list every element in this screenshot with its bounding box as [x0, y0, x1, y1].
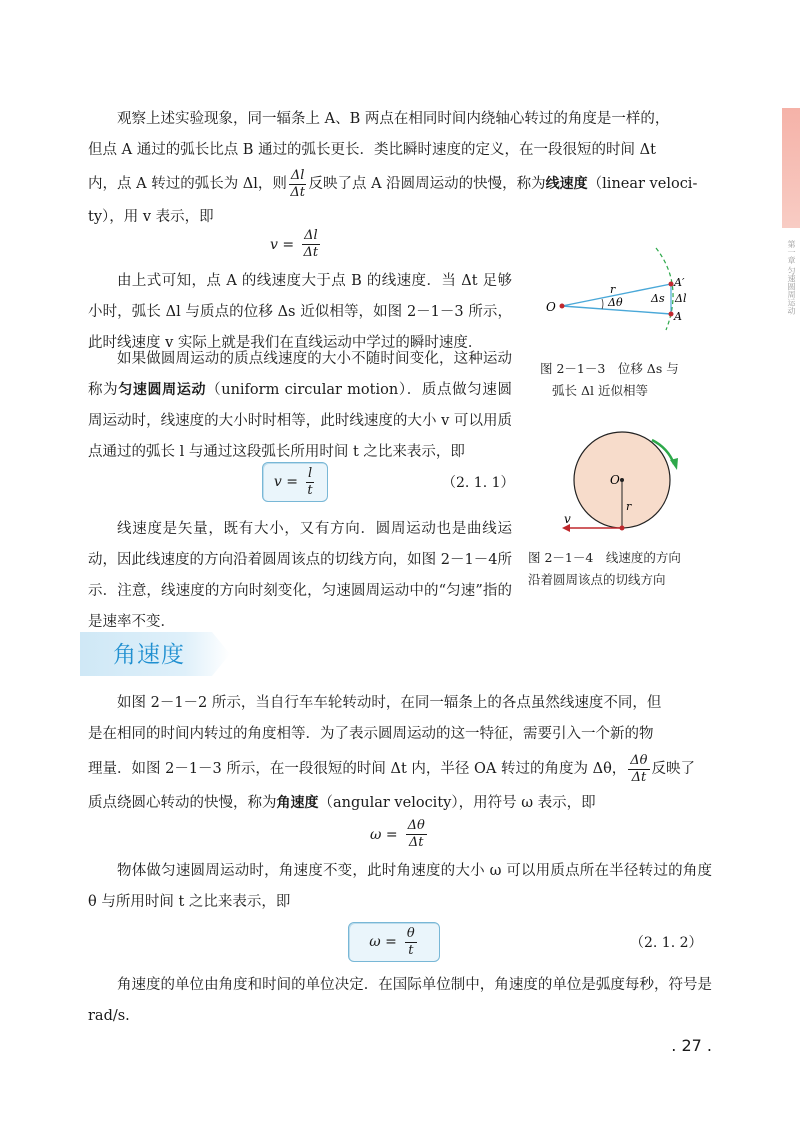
- para3-text: [88, 344, 512, 468]
- eq-den: Δt: [303, 245, 319, 260]
- equation-number-2-1-2: （2. 1. 2）: [630, 935, 703, 951]
- frac-den: Δt: [631, 769, 647, 785]
- para1-line3: [88, 166, 712, 202]
- fig213-caption-line1: 图 2－1－3 位移 Δs 与: [540, 361, 679, 376]
- para1-line3-c: （linear veloci-: [587, 176, 698, 192]
- eq2-formula: [369, 926, 418, 959]
- para1-line3-b: 反映了点 A 沿圆周运动的快慢，称为: [308, 176, 546, 192]
- chapter-label: 第一章: [787, 240, 796, 264]
- label-a1: A′: [674, 276, 685, 289]
- equation-angular-velocity-def: [370, 818, 429, 851]
- para5-line3-b: 反映了: [651, 761, 696, 777]
- eq-fraction: [406, 818, 427, 851]
- label-a: A: [674, 310, 682, 323]
- caption-figure-2-1-4: [528, 547, 718, 591]
- label-o: O: [610, 473, 620, 487]
- paragraph-uniform-circular-motion: [88, 344, 512, 468]
- para5-line3: [88, 750, 712, 788]
- label-theta: Δθ: [608, 296, 623, 309]
- eq-num: Δθ: [407, 818, 425, 833]
- para4-text: 线速度是矢量，既有大小，又有方向．圆周运动也是曲线运动，因此线速度的方向沿着圆周该点的切线方向，如图 2－1－4所示．注意，线速度的方向时刻变化，匀速圆周运动中的“匀速”指的是速率不变．: [88, 521, 512, 630]
- chapter-subtitle: 匀速圆周运动: [787, 266, 796, 315]
- label-r: r: [626, 500, 632, 513]
- center-point: [560, 304, 565, 309]
- paragraph-angular-velocity-intro: [88, 688, 712, 819]
- para3-b: （uniform circular motion）．质点做匀速圆周运动时，线速度的大小时时相等，此时线速度的大小 v 可以用质点通过的弧长 l 与通过这段弧长所用时间 t 之比来表示，即: [88, 382, 513, 460]
- para5-line4-b: （angular velocity），用符号 ω 表示，即: [318, 795, 596, 811]
- para2-text: 由上式可知，点 A 的线速度大于点 B 的线速度．当 Δt 足够小时，弧长 Δl 与质点的位移 Δs 近似相等，如图 2－1－3 所示，此时线速度 v 实际上就是我们在直线运动中学过的瞬时速度．: [88, 273, 512, 351]
- fig213-caption-line2: 弧长 Δl 近似相等: [552, 383, 648, 398]
- eq1-fraction: [306, 466, 314, 499]
- rotation-arrowhead: [670, 458, 678, 470]
- eq2-lhs: ω =: [369, 934, 397, 950]
- caption-figure-2-1-3: [540, 358, 710, 402]
- angle-arc: [602, 299, 603, 309]
- eq-num: Δl: [304, 228, 318, 243]
- para5-line4: [88, 788, 712, 819]
- para6-text: 物体做匀速圆周运动时，角速度不变，此时角速度的大小 ω 可以用质点所在半径转过的角度 θ 与所用时间 t 之比来表示，即: [88, 863, 712, 910]
- paragraph-linear-velocity-intro: [88, 104, 712, 233]
- label-dl: Δl: [675, 292, 687, 305]
- para1-line2: 但点 A 通过的弧长比点 B 通过的弧长更长．类比瞬时速度的定义，在一段很短的时间 Δt: [88, 142, 656, 158]
- equation-linear-velocity-def: [270, 228, 322, 261]
- chapter-side-label: [785, 240, 797, 340]
- label-o: O: [546, 300, 556, 314]
- equation-number-2-1-1: （2. 1. 1）: [442, 475, 515, 491]
- fig214-caption-line2: 沿着圆周该点的切线方向: [528, 572, 666, 587]
- para1-line4: ty），用 v 表示，即: [88, 209, 214, 225]
- para5-line4-a: 质点绕圆心转动的快慢，称为: [88, 795, 277, 811]
- section-title-angular-velocity: 角速度: [113, 642, 185, 668]
- para3-a: 如果做圆周运动的质点线速度的大小不随时间变化，这种运动称为: [88, 351, 512, 398]
- eq1-den: t: [307, 482, 313, 498]
- eq2-den: t: [408, 942, 414, 958]
- wheel-center: [620, 478, 624, 482]
- eq1-lhs: v =: [273, 474, 298, 490]
- eq-lhs: ω =: [370, 826, 398, 843]
- frac-num: Δl: [290, 167, 305, 183]
- chapter-side-tab: [782, 108, 800, 228]
- point-a1: [669, 282, 674, 287]
- eq1-formula: [274, 466, 316, 499]
- point-a: [669, 312, 674, 317]
- term-angular-velocity: 角速度: [276, 795, 319, 811]
- page-number: . 27 .: [671, 1036, 712, 1055]
- label-v: v: [564, 512, 571, 526]
- eq-lhs: v =: [270, 236, 295, 253]
- frac-num: Δθ: [630, 752, 648, 768]
- para5-line3-a: 理量．如图 2－1－3 所示，在一段很短的时间 Δt 内，半径 OA 转过的角度为 Δθ，: [88, 761, 627, 777]
- inline-fraction-dtheta-dt: [628, 753, 649, 786]
- figure-2-1-4: [556, 430, 686, 540]
- eq2-fraction: [405, 926, 417, 959]
- paragraph-uniform-angular-velocity: [88, 856, 712, 918]
- label-r: r: [610, 283, 616, 296]
- eq-fraction: [302, 228, 320, 261]
- para5-line2: 是在相同的时间内转过的角度相等．为了表示圆周运动的这一特征，需要引入一个新的物: [88, 726, 654, 742]
- eq1-num: l: [307, 465, 313, 481]
- label-ds: Δs: [651, 292, 665, 305]
- eq2-num: θ: [406, 925, 415, 941]
- figure-2-1-3: [538, 244, 708, 334]
- fig214-caption-line1: 图 2－1－4 线速度的方向: [528, 550, 681, 565]
- eq-den: Δt: [408, 835, 424, 850]
- para5-line1: 如图 2－1－2 所示，当自行车车轮转动时，在同一辐条上的各点虽然线速度不同，但: [117, 695, 662, 711]
- para1-line1: 观察上述实验现象，同一辐条上 A、B 两点在相同时间内绕轴心转过的角度是一样的，: [117, 111, 670, 127]
- term-uniform-circular-motion: 匀速圆周运动: [118, 382, 207, 398]
- para1-line3-a: 内，点 A 转过的弧长为 Δl，则: [88, 176, 287, 192]
- term-linear-velocity: 线速度: [545, 176, 588, 192]
- frac-den: Δt: [290, 184, 305, 200]
- paragraph-angular-velocity-unit: [88, 970, 712, 1032]
- equation-box-2-1-1: [262, 462, 328, 502]
- para7-text: 角速度的单位由角度和时间的单位决定．在国际单位制中，角速度的单位是弧度每秒，符号是 rad/s.: [88, 977, 712, 1024]
- inline-fraction-dl-dt: [289, 168, 307, 201]
- paragraph-velocity-direction: [88, 514, 512, 638]
- equation-box-2-1-2: [348, 922, 440, 962]
